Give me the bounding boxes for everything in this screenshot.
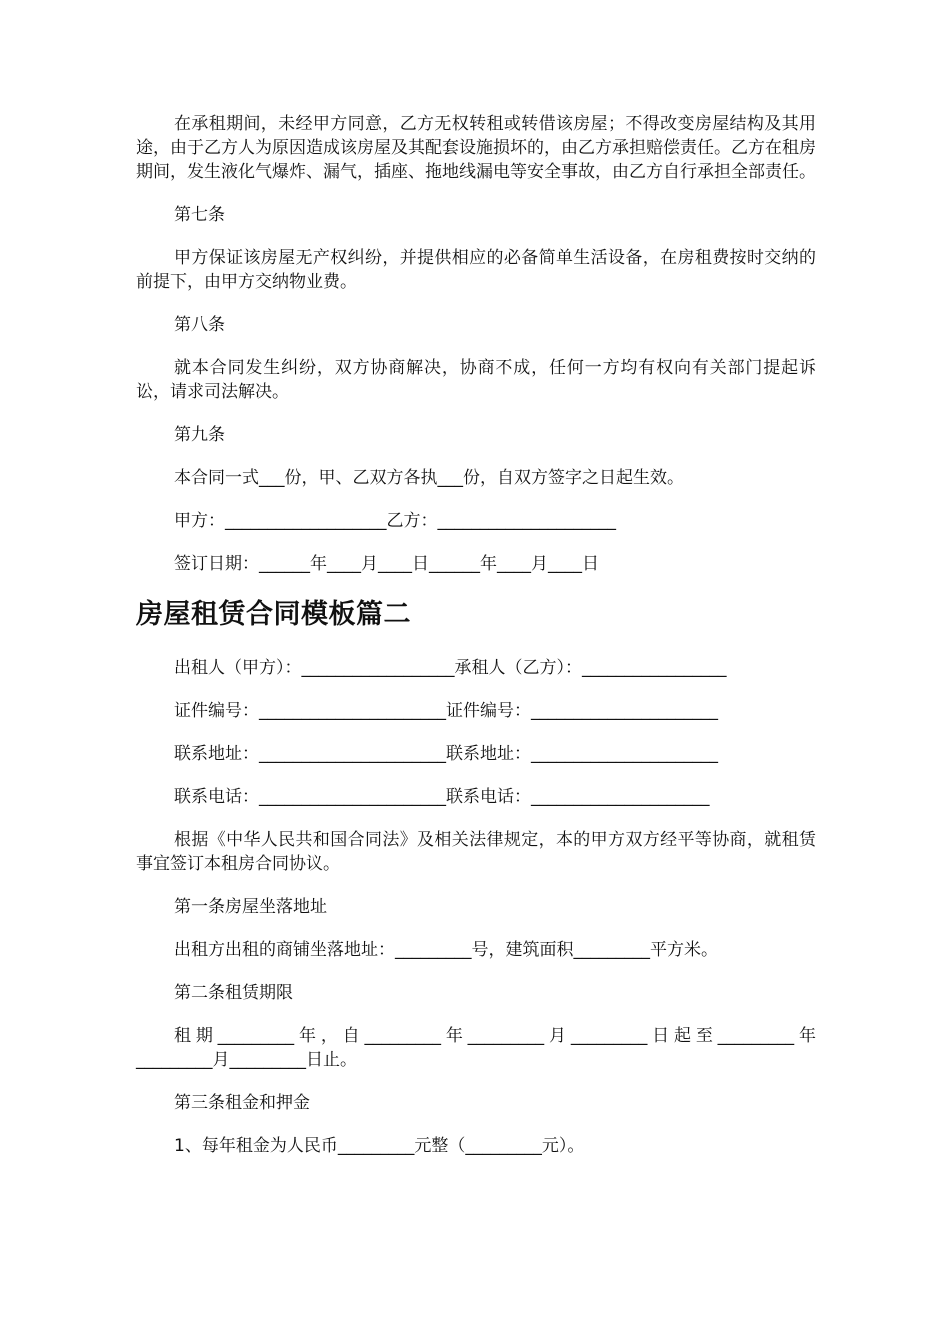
article-8-heading: 第八条 xyxy=(174,315,225,335)
parties-line: 出租人（甲方）：__________________承租人（乙方）：_________________ xyxy=(174,658,727,678)
paragraph-article-7: 甲方保证该房屋无产权纠纷，并提供相应的必备简单生活设备，在房租费按时交纳的前提下，由甲方交纳物业费。 xyxy=(136,248,816,292)
paragraph-rent: 1、每年租金为人民币_________元整（_________元）。 xyxy=(174,1136,585,1156)
article-2-heading: 第二条租赁期限 xyxy=(174,983,293,1003)
paragraph-location: 出租方出租的商铺坐落地址：_________号，建筑面积_________平方米。 xyxy=(174,940,718,960)
address-line: 联系地址：______________________联系地址：______________________ xyxy=(174,744,718,764)
article-3-heading: 第三条租金和押金 xyxy=(174,1093,310,1113)
article-1-heading: 第一条房屋坐落地址 xyxy=(174,897,327,917)
paragraph-copies: 本合同一式___份，甲、乙双方各执___份，自双方签字之日起生效。 xyxy=(174,468,684,488)
article-9-heading: 第九条 xyxy=(174,425,225,445)
paragraph-basis: 根据《中华人民共和国合同法》及相关法律规定，本的甲方双方经平等协商，就租赁事宜签订本租房合同协议。 xyxy=(136,830,816,874)
paragraph-article-8: 就本合同发生纠纷，双方协商解决，协商不成，任何一方均有权向有关部门提起诉讼，请求司法解决。 xyxy=(136,358,816,402)
paragraph-liability: 在承租期间，未经甲方同意，乙方无权转租或转借该房屋；不得改变房屋结构及其用途，由于乙方人为原因造成该房屋及其配套设施损坏的，由乙方承担赔偿责任。乙方在租房期间，发生液化气爆炸、漏气，插座、拖地线漏电等安全事故，由乙方自行承担全部责任。 xyxy=(136,114,816,182)
article-7-heading: 第七条 xyxy=(174,205,225,225)
paragraph-term: 租期_________年，自_________年_________月_________日起至_________年_________月_________日止。 xyxy=(136,1026,816,1070)
phone-line: 联系电话：______________________联系电话：_____________________ xyxy=(174,787,710,807)
signature-line: 甲方：___________________乙方：_____________________ xyxy=(174,511,616,531)
document-page xyxy=(136,112,816,1177)
section-title: 房屋租赁合同模板篇二 xyxy=(136,599,411,630)
id-number-line: 证件编号：______________________证件编号：______________________ xyxy=(174,701,718,721)
sign-date-line: 签订日期：______年____月____日______年____月____日 xyxy=(174,554,599,574)
